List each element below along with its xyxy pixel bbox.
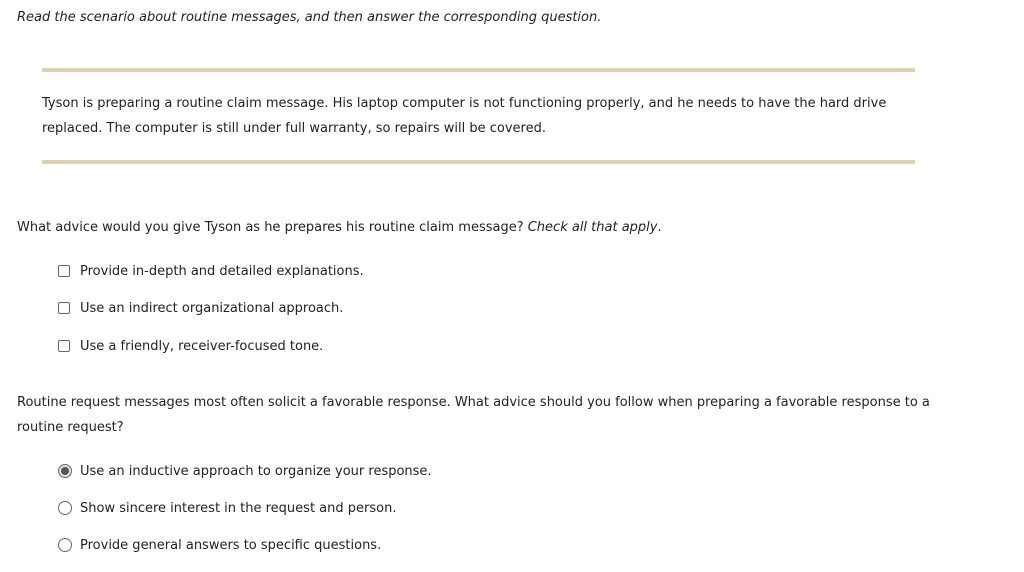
instructions-text: Read the scenario about routine messages, and then answer the corresponding question.: [17, 10, 602, 25]
scenario-top-divider: [42, 68, 915, 72]
option-label[interactable]: Use an indirect organizational approach.: [80, 300, 344, 316]
question-1-option-3[interactable]: [58, 337, 323, 355]
question-1-hint: Check all that apply: [527, 220, 658, 235]
scenario-bottom-divider: [42, 160, 915, 164]
question-1-hint-suffix: .: [657, 220, 662, 235]
option-label[interactable]: Show sincere interest in the request and person.: [80, 500, 397, 516]
question-2-text: Routine request messages most often solicit a favorable response. What advice should you follow when preparing a favorable response to a routine request?: [17, 395, 930, 435]
radio-unselected-icon[interactable]: [58, 501, 72, 515]
question-2-option-2[interactable]: [58, 499, 396, 517]
question-1-prompt: What advice would you give Tyson as he prepares his routine claim message?: [17, 220, 528, 235]
scenario-text: Tyson is preparing a routine claim message. His laptop computer is not functioning properly, and he needs to have the hard drive replaced. The computer is still under full warranty, so repairs will be covered.: [42, 96, 887, 136]
radio-selected-icon[interactable]: [58, 464, 72, 478]
option-label[interactable]: Use an inductive approach to organize your response.: [80, 463, 432, 479]
checkbox-unchecked-icon[interactable]: [58, 340, 70, 352]
option-label[interactable]: Provide in-depth and detailed explanations.: [80, 263, 364, 279]
option-label[interactable]: Use a friendly, receiver-focused tone.: [80, 338, 324, 354]
question-2-option-1[interactable]: [58, 462, 432, 480]
checkbox-unchecked-icon[interactable]: [58, 265, 70, 277]
question-2-option-3[interactable]: [58, 536, 381, 554]
option-label[interactable]: Provide general answers to specific questions.: [80, 537, 382, 553]
question-1-option-1[interactable]: [58, 262, 364, 280]
question-1-text: [17, 215, 977, 240]
radio-unselected-icon[interactable]: [58, 538, 72, 552]
checkbox-unchecked-icon[interactable]: [58, 302, 70, 314]
question-1-option-2[interactable]: [58, 299, 343, 317]
